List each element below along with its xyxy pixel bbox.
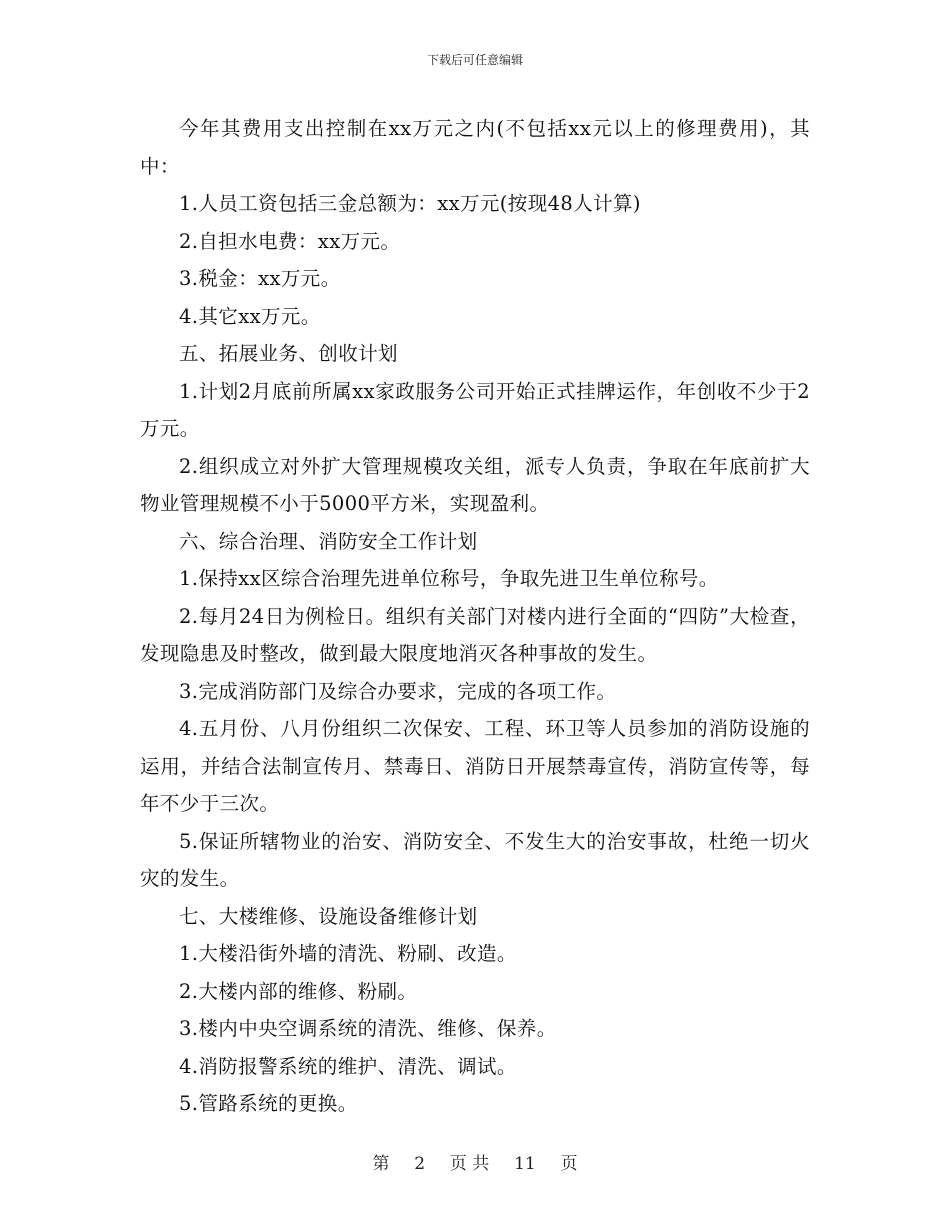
paragraph-item: 2.自担水电费：xx万元。 [179,229,401,253]
paragraph-item: 5.管路系统的更换。 [179,1092,358,1115]
paragraph-item: 3.完成消防部门及综合办要求，完成的各项工作。 [179,679,617,703]
paragraph-item: 1.人员工资包括三金总额为：xx万元(按现48人计算) [179,192,641,215]
paragraph-item: 4.五月份、八月份组织二次保安、工程、环卫等人员参加的消防设施的运用，并结合法制宣传月、禁毒日、消防日开展禁毒宣传，消防宣传等，每年不少于三次。 [140,717,810,815]
paragraph-item: 2.大楼内部的维修、粉刷。 [179,979,418,1003]
footer-prefix: 第 [372,1154,390,1174]
page-header: 下载后可任意编辑 [426,53,523,67]
section-heading-5: 五、拓展业务、创收计划 [179,342,398,365]
paragraph-item: 1.保持xx区综合治理先进单位称号，争取先进卫生单位称号。 [179,567,719,590]
paragraph-item: 3.楼内中央空调系统的清洗、维修、保养。 [179,1017,557,1040]
paragraph-item: 2.每月24日为例检日。组织有关部门对楼内进行全面的“四防”大检查，发现隐患及时整改，做到最大限度地消灭各种事故的发生。 [140,604,810,665]
paragraph-item: 5.保证所辖物业的治安、消防安全、不发生大的治安事故，杜绝一切火灾的发生。 [140,829,810,890]
paragraph-item: 1.大楼沿街外墙的清洗、粉刷、改造。 [179,942,517,965]
total-page-count: 11 [514,1154,536,1174]
paragraph-item: 4.消防报警系统的维护、清洗、调试。 [179,1054,517,1078]
footer-middle: 页 共 [449,1154,490,1174]
document-body [140,110,810,1123]
section-heading-6: 六、综合治理、消防安全工作计划 [179,529,478,553]
paragraph-item: 2.组织成立对外扩大管理规模攻关组，派专人负责，争取在年底前扩大物业管理规模不小于5000平方米，实现盈利。 [140,454,810,515]
paragraph-item: 1.计划2月底前所属xx家政服务公司开始正式挂牌运作，年创收不少于2万元。 [140,379,810,440]
current-page-number: 2 [414,1154,426,1174]
section-heading-7: 七、大楼维修、设施设备维修计划 [179,904,478,928]
paragraph-item: 3.税金：xx万元。 [179,267,341,290]
paragraph-item: 4.其它xx万元。 [179,304,321,328]
footer-suffix: 页 [560,1154,578,1174]
paragraph-intro: 今年其费用支出控制在xx万元之内(不包括xx元以上的修理费用)，其中： [140,117,810,178]
page-footer [0,1153,950,1175]
